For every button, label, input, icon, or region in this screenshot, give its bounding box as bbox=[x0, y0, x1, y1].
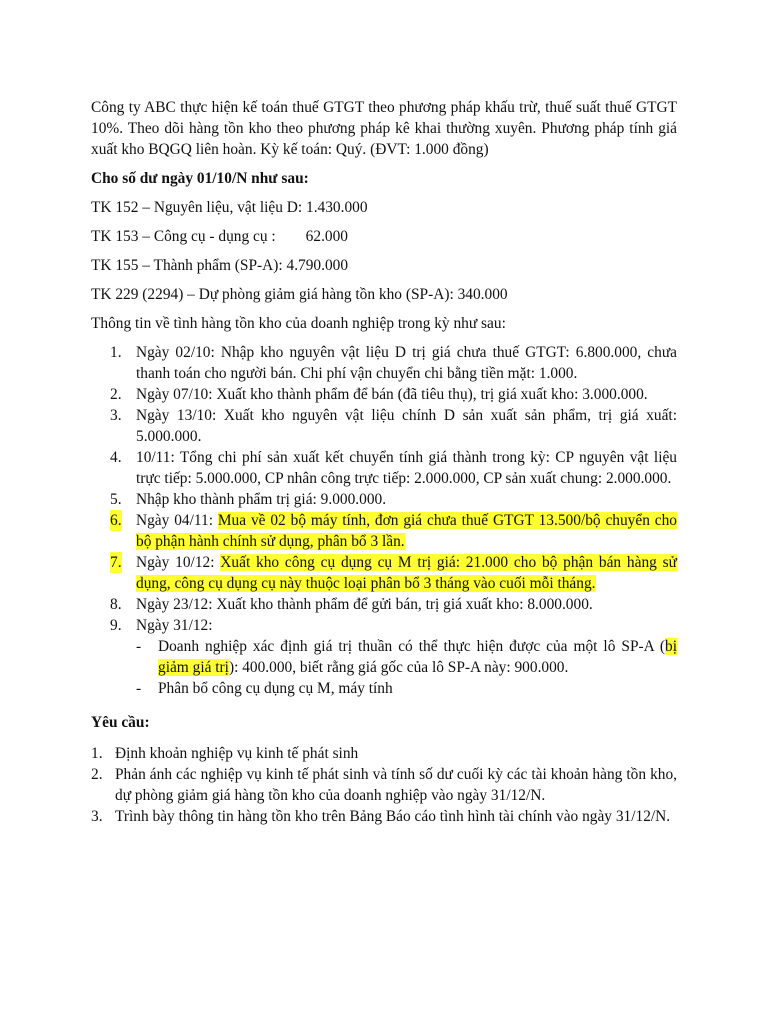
sub-item-allocation bbox=[91, 678, 677, 699]
requirement-item-2 bbox=[91, 764, 677, 806]
intro-paragraph: Công ty ABC thực hiện kế toán thuế GTGT theo phương pháp khấu trừ, thuế suất thuế GTGT 10%. Theo dõi hàng tồn kho theo phương pháp kê khai thường xuyên. Phương pháp tính giá xuất kho BQGQ liên hoàn. Kỳ kế toán: Quý. (ĐVT: 1.000 đồng) bbox=[91, 99, 677, 158]
sub-item-text-b: ): 400.000, biết rằng giá gốc của lô SP-A này: 900.000. bbox=[228, 659, 569, 676]
operation-text: Ngày 13/10: Xuất kho nguyên vật liệu chính D sản xuất sản phẩm, trị giá xuất: 5.000.000. bbox=[136, 407, 677, 445]
requirement-number: 2. bbox=[91, 766, 103, 783]
operation-number: 3. bbox=[110, 407, 122, 424]
requirements-title: Yêu cầu: bbox=[91, 714, 150, 731]
balance-tk153 bbox=[91, 226, 677, 247]
balance-tk155: TK 155 – Thành phẩm (SP-A): 4.790.000 bbox=[91, 257, 349, 274]
operation-item-1 bbox=[91, 342, 677, 384]
dash-bullet: - bbox=[136, 638, 142, 655]
operation-number: 5. bbox=[110, 491, 122, 508]
requirement-text: Phản ánh các nghiệp vụ kinh tế phát sinh và tính số dư cuối kỳ các tài khoản hàng tồn kho, dự phòng giảm giá hàng tồn kho của doanh nghiệp vào ngày 31/12/N. bbox=[115, 766, 677, 804]
balance-tk153-label: TK 153 – Công cụ - dụng cụ : bbox=[91, 228, 276, 245]
requirement-text: Trình bày thông tin hàng tồn kho trên Bảng Báo cáo tình hình tài chính vào ngày 31/12/N. bbox=[115, 808, 671, 825]
operation-text: Ngày 02/10: Nhập kho nguyên vật liệu D trị giá chưa thuế GTGT: 6.800.000, chưa thanh toán cho người bán. Chi phí vận chuyển chi bằng tiền mặt: 1.000. bbox=[136, 344, 677, 382]
operation-text-highlighted: Xuất kho công cụ dụng cụ M trị giá: 21.000 cho bộ phận bán hàng sử dụng, công cụ dụng cụ này thuộc loại phân bổ 3 tháng vào cuối mỗi tháng. bbox=[136, 554, 677, 592]
sub-item-text-highlighted: bị giảm giá trị bbox=[158, 638, 677, 676]
operation-item-3 bbox=[91, 405, 677, 447]
operations-intro: Thông tin về tình hàng tồn kho của doanh nghiệp trong kỳ như sau: bbox=[91, 315, 506, 332]
operation-item-4 bbox=[91, 447, 677, 489]
operation-text: 10/11: Tổng chi phí sản xuất kết chuyển tính giá thành trong kỳ: CP nguyên vật liệu trực tiếp: 5.000.000, CP nhân công trực tiếp: 2.000.000, CP sản xuất chung: 2.000.000. bbox=[136, 449, 677, 487]
sub-item-nrv bbox=[91, 636, 677, 678]
operation-text-plain: Ngày 10/12: bbox=[136, 554, 221, 571]
document-page bbox=[91, 97, 677, 827]
operation-text-plain: Ngày 04/11: bbox=[136, 512, 218, 529]
operation-item-8 bbox=[91, 594, 677, 615]
operations-list bbox=[91, 342, 677, 699]
requirement-number: 3. bbox=[91, 808, 103, 825]
requirements-list bbox=[91, 743, 677, 827]
operation-item-9 bbox=[91, 615, 677, 699]
operation-text: Ngày 07/10: Xuất kho thành phẩm để bán (đã tiêu thụ), trị giá xuất kho: 3.000.000. bbox=[136, 386, 648, 403]
operation-number: 4. bbox=[110, 449, 122, 466]
balance-tk229: TK 229 (2294) – Dự phòng giảm giá hàng tồn kho (SP-A): 340.000 bbox=[91, 286, 508, 303]
operation-text: Nhập kho thành phẩm trị giá: 9.000.000. bbox=[136, 491, 387, 508]
operation-item-2 bbox=[91, 384, 677, 405]
operation-number: 1. bbox=[110, 344, 122, 361]
balance-tk153-value: 62.000 bbox=[305, 228, 348, 245]
requirement-text: Định khoản nghiệp vụ kinh tế phát sinh bbox=[115, 745, 359, 762]
sub-item-text-a: Doanh nghiệp xác định giá trị thuần có thể thực hiện được của một lô SP-A ( bbox=[158, 638, 666, 655]
operation-item-5 bbox=[91, 489, 677, 510]
operation-item-6 bbox=[91, 510, 677, 552]
operation-text: Ngày 23/12: Xuất kho thành phẩm để gửi bán, trị giá xuất kho: 8.000.000. bbox=[136, 596, 593, 613]
operation-number: 7. bbox=[110, 554, 122, 571]
operation-number: 8. bbox=[110, 596, 122, 613]
balance-tk152: TK 152 – Nguyên liệu, vật liệu D: 1.430.000 bbox=[91, 199, 368, 216]
operation-text-highlighted: Mua về 02 bộ máy tính, đơn giá chưa thuế GTGT 13.500/bộ chuyển cho bộ phận hành chính sử dụng, phân bổ 3 lần. bbox=[136, 512, 678, 550]
operation-text: Ngày 31/12: bbox=[136, 617, 213, 634]
operation-number: 6. bbox=[110, 512, 122, 529]
balances-heading: Cho số dư ngày 01/10/N như sau: bbox=[91, 170, 309, 187]
operation-number: 9. bbox=[110, 617, 122, 634]
dash-bullet: - bbox=[136, 680, 142, 697]
operation-item-7 bbox=[91, 552, 677, 594]
operation-number: 2. bbox=[110, 386, 122, 403]
requirement-item-3 bbox=[91, 806, 677, 827]
operation-9-sublist bbox=[136, 636, 677, 699]
requirement-number: 1. bbox=[91, 745, 103, 762]
requirement-item-1 bbox=[91, 743, 677, 764]
sub-item-text: Phân bổ công cụ dụng cụ M, máy tính bbox=[158, 680, 393, 697]
